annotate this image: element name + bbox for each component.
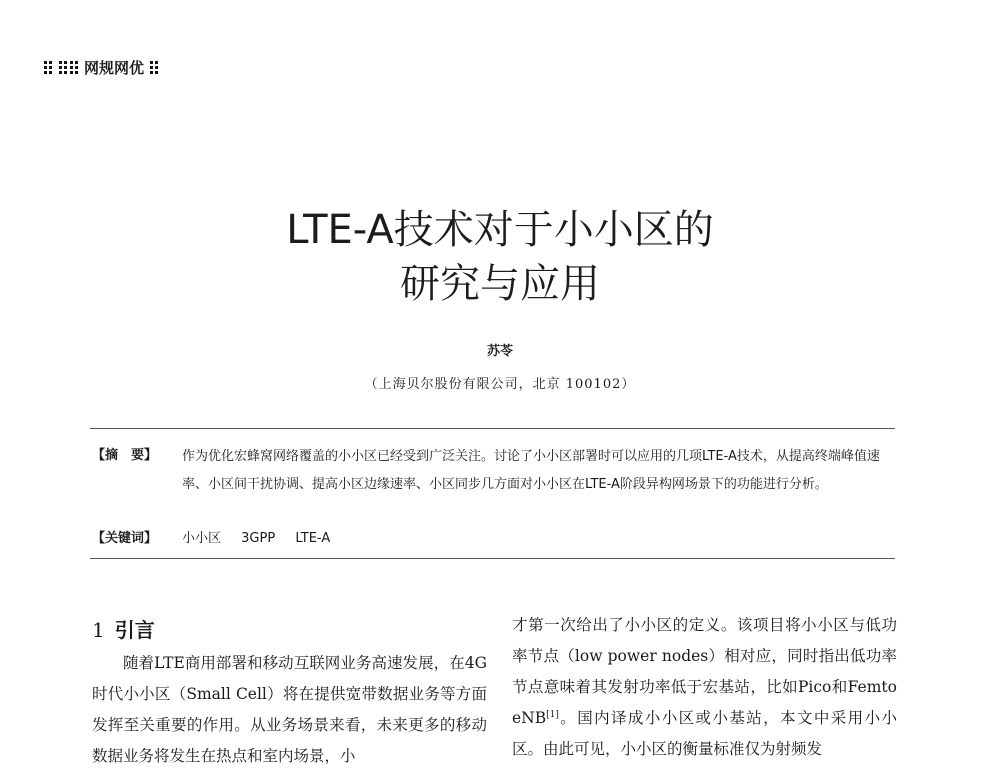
body-text-part: 。国内译成小小区或小基站，本文中采用小小区。由此可见，小小区的衡量标准仅为射频发 <box>512 709 897 758</box>
keywords-list <box>182 527 346 546</box>
section-heading <box>92 614 155 643</box>
affiliation: （上海贝尔股份有限公司，北京 100102） <box>364 377 636 392</box>
dot-pattern-icon <box>150 61 158 74</box>
dot-pattern-icon <box>44 61 78 74</box>
divider-bottom <box>90 558 895 559</box>
section-title: 引言 <box>114 618 155 642</box>
divider-top <box>90 428 895 429</box>
body-text-left-column: 随着LTE商用部署和移动互联网业务高速发展，在4G时代小小区（Small Cell）将在提供宽带数据业务等方面发挥至关重要的作用。从业务场景来看，未来更多的移动数据业务将发生在热点和室内场景，小 <box>92 654 487 765</box>
paper-title-line-1: LTE-A技术对于小小区的 <box>286 207 714 253</box>
paper-title-line-2: 研究与应用 <box>400 261 600 307</box>
keywords-label: 【关键词】 <box>92 531 158 546</box>
abstract-label: 【摘 要】 <box>92 448 158 463</box>
body-text-right-column <box>512 610 897 765</box>
section-number: 1 <box>92 618 105 642</box>
section-name: 网规网优 <box>84 58 145 77</box>
abstract-text: 作为优化宏蜂窝网络覆盖的小小区已经受到广泛关注。讨论了小小区部署时可以应用的几项LTE-A技术，从提高终端峰值速率、小区间干扰协调、提高小区边缘速率、小区同步几方面对小小区在LTE-A阶段异构网场景下的功能进行分析。 <box>182 449 880 492</box>
keyword: 小小区 <box>182 531 222 546</box>
section-header <box>44 56 164 78</box>
keyword: LTE-A <box>295 531 331 546</box>
body-text-part: 才第一次给出了小小区的定义。该项目将小小区与低功率节点（low power nodes）相对应，同时指出低功率节点意味着其发射功率低于宏基站，比如Pico和Femto eNB <box>512 616 897 727</box>
citation-ref: [1] <box>546 709 559 720</box>
author: 苏苓 <box>486 344 513 359</box>
keyword: 3GPP <box>241 531 276 546</box>
